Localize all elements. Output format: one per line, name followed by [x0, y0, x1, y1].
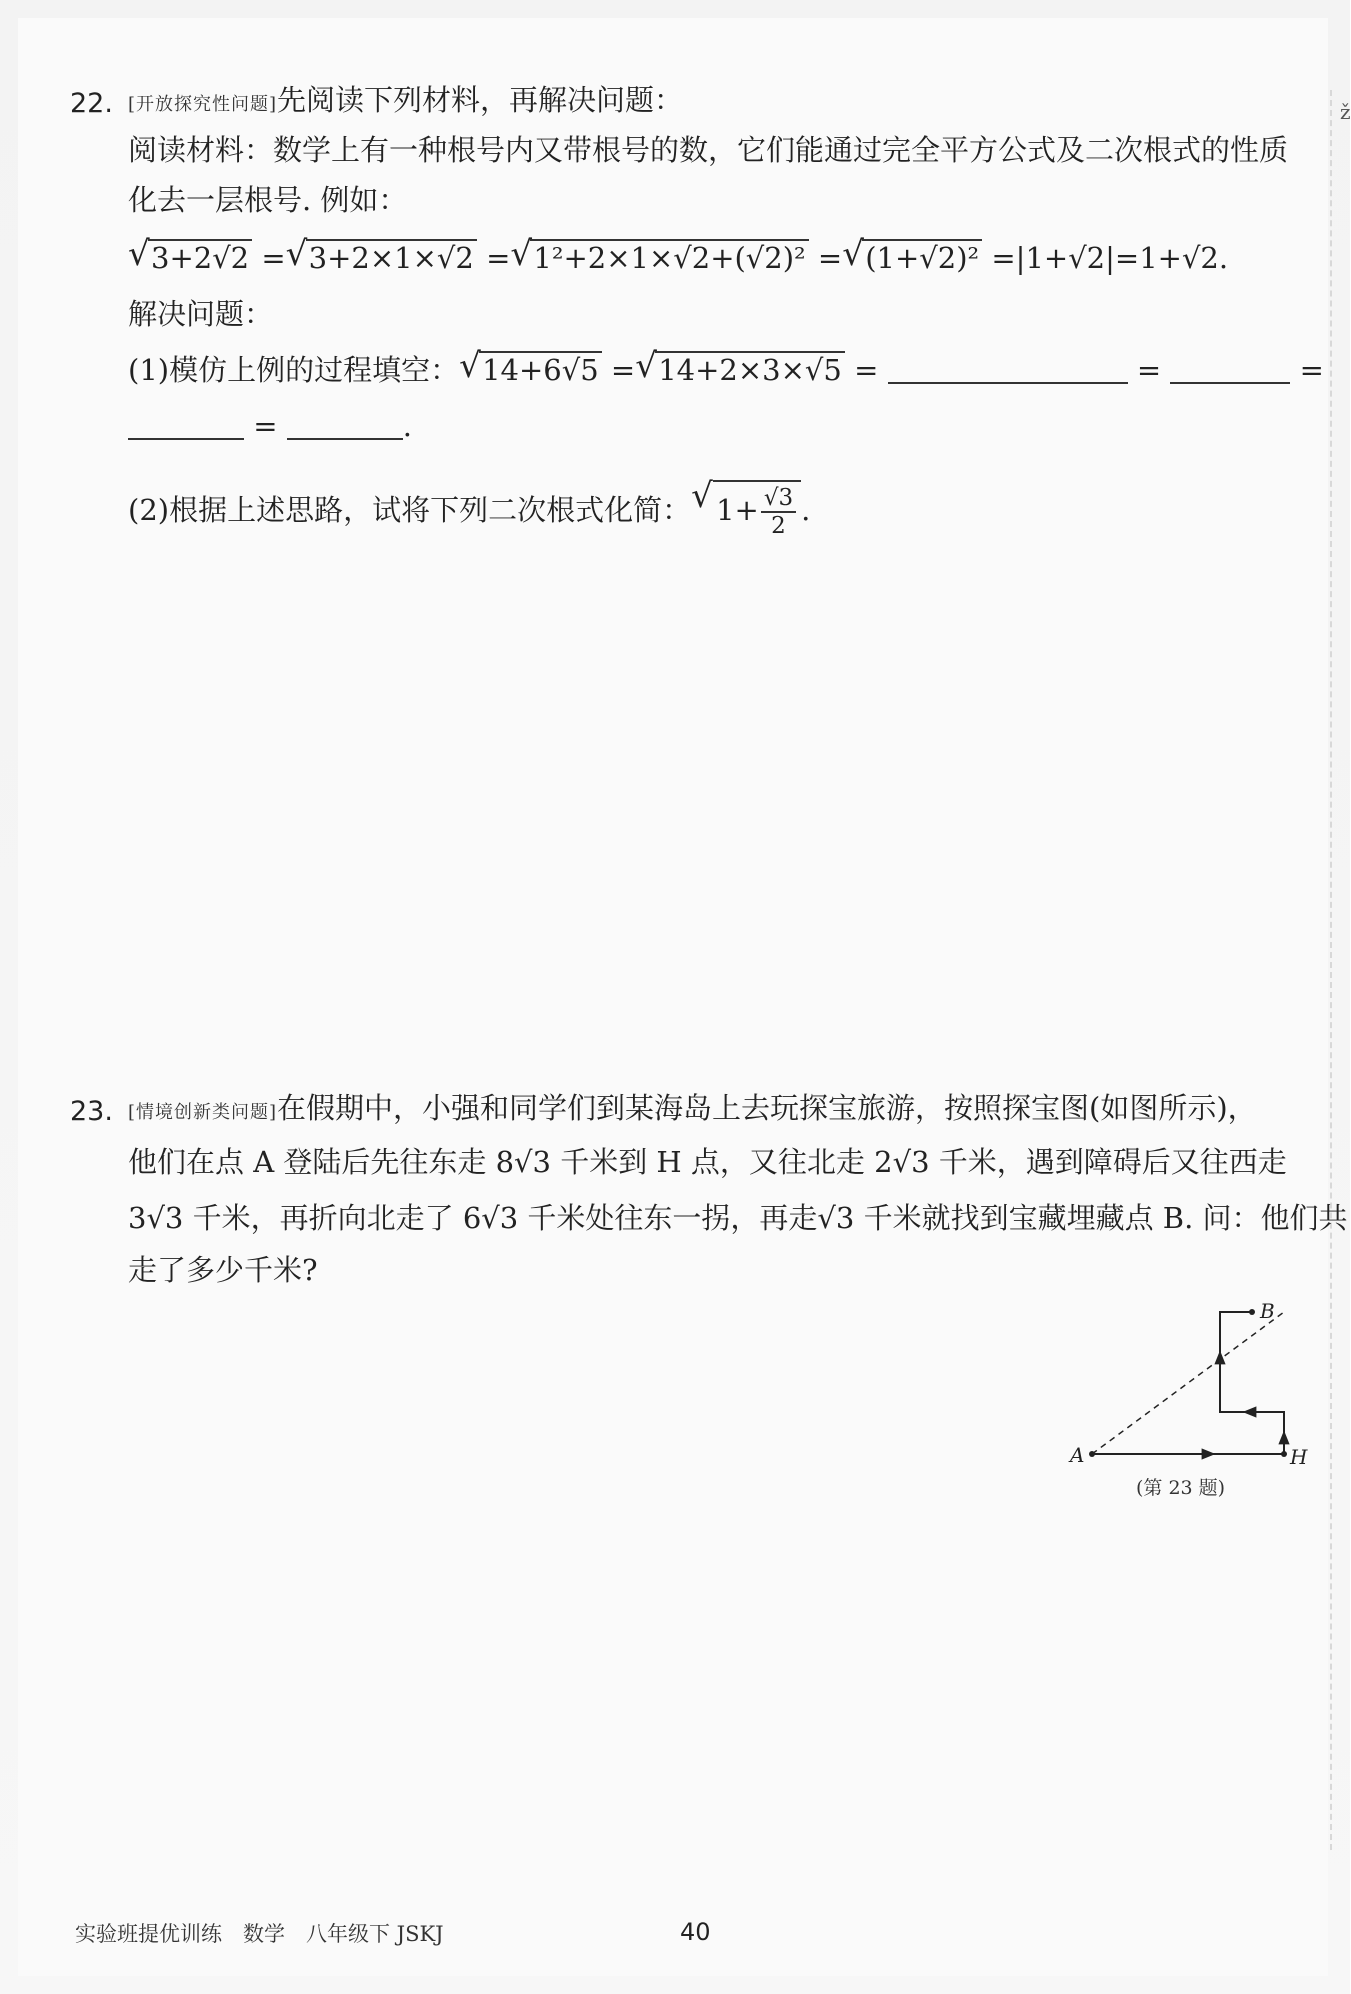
- figure-caption: (第 23 题): [1136, 1477, 1226, 1499]
- answer-blank-4[interactable]: [287, 412, 403, 440]
- fraction: $\frac{√3}{2}$: [761, 485, 796, 539]
- example-equation: √ 3+2√2 =√ 3+2×1×√2 =√ 1²+2×1×√2+(√2)² =√ (1+√2)² =|1+√2|=1+√2.: [128, 238, 1310, 278]
- question-22-heading: [128, 80, 1310, 125]
- radical: √ 1+ $\frac{√3}{2}$: [691, 480, 801, 539]
- answer-blank-2[interactable]: [1170, 356, 1290, 384]
- material-line-1: 阅读材料：数学上有一种根号内又带根号的数，它们能通过完全平方公式及二次根式的性质: [128, 133, 1289, 167]
- label-b: B: [1260, 1299, 1275, 1323]
- question-intro: 先阅读下列材料，再解决问题：: [277, 83, 684, 117]
- radical: √ 3+2√2: [128, 238, 252, 278]
- radical: √ (1+√2)²: [842, 238, 982, 278]
- treasure-map-figure: [1060, 1290, 1308, 1510]
- point-h: [1281, 1451, 1287, 1457]
- answer-blank-3[interactable]: [128, 412, 244, 440]
- question-tag: [开放探究性问题]: [128, 94, 278, 115]
- answer-blank-1[interactable]: [888, 356, 1128, 384]
- point-b: [1249, 1309, 1255, 1315]
- question-23-line-1: [情境创新类问题]在假期中，小强和同学们到某海岛上去玩探宝旅游，按照探宝图(如图所示)，: [128, 1091, 1257, 1125]
- solve-heading: 解决问题：: [128, 297, 274, 331]
- part-2-prefix: (2)根据上述思路，试将下列二次根式化简：: [128, 493, 692, 527]
- part-1-line: (1)模仿上例的过程填空：√ 14+6√5 =√ 14+2×3×√5 = = =: [128, 350, 1310, 390]
- part-1-prefix: (1)模仿上例的过程填空：: [128, 353, 460, 387]
- example-result: =|1+√2|=1+√2.: [991, 241, 1229, 275]
- question-23-line-3: 3√3 千米，再折向北走了 6√3 千米处往东一拐，再走√3 千米就找到宝藏埋藏点 B. 问：他们共: [128, 1201, 1348, 1235]
- footer-book-title: 实验班提优训练 数学 八年级下 JSKJ: [75, 1922, 444, 1946]
- dashed-line-a-to-b: [1092, 1312, 1284, 1454]
- question-number: 22.: [70, 88, 113, 119]
- label-a: A: [1070, 1443, 1085, 1467]
- radical: √ 1²+2×1×√2+(√2)²: [510, 238, 808, 278]
- part-1-line-2: = .: [128, 406, 1310, 446]
- question-number: 23.: [70, 1096, 113, 1127]
- label-h: H: [1290, 1445, 1308, 1469]
- question-23-line-2: 他们在点 A 登陆后先往东走 8√3 千米到 H 点，又往北走 2√3 千米，遇到障碍后又往西走: [128, 1145, 1287, 1179]
- binding-edge-divider: [1330, 90, 1332, 1850]
- page-number: 40: [680, 1918, 711, 1946]
- question-23-line-4: 走了多少千米?: [128, 1253, 318, 1287]
- radical: √ 14+6√5: [459, 350, 602, 390]
- edge-mark: ž: [1340, 100, 1351, 124]
- radical: √ 3+2×1×√2: [286, 238, 477, 278]
- question-tag: [情境创新类问题]: [128, 1102, 278, 1123]
- point-a: [1089, 1451, 1095, 1457]
- material-line-2: 化去一层根号. 例如：: [128, 183, 408, 217]
- radical: √ 14+2×3×√5: [635, 350, 845, 390]
- part-2-line: (2)根据上述思路，试将下列二次根式化简：√ 1+ $\frac{√3}{2}$ .: [128, 480, 1310, 539]
